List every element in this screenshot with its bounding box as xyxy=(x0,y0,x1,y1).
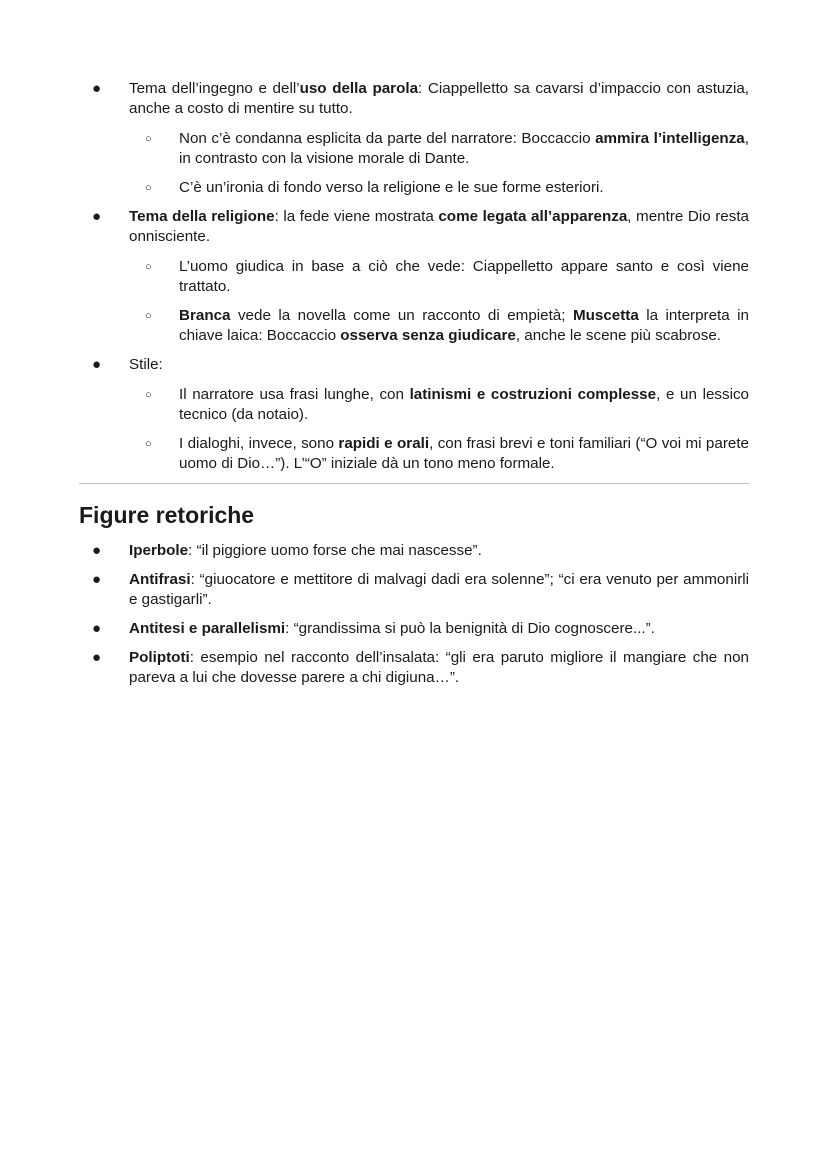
sub-list-item xyxy=(129,306,749,346)
sub-list-item xyxy=(129,257,749,297)
list-item-text: Iperbole: “il piggiore uomo forse che mai nascesse”. xyxy=(129,542,482,559)
theme-item-stile xyxy=(79,355,749,474)
list-item-text: Antifrasi: “giuocatore e mettitore di malvagi dadi era solenne”; “ci era venuto per ammonirli e gastigarli”. xyxy=(129,571,749,608)
hollow-bullet-icon: ○ xyxy=(145,438,152,450)
sub-list-item xyxy=(129,385,749,425)
bullet-icon: ● xyxy=(92,620,102,637)
section-heading: Figure retoriche xyxy=(79,502,255,528)
list-item-text: Il narratore usa frasi lunghe, con latinismi e costruzioni complesse, e un lessico tecnico (da notaio). xyxy=(179,386,749,423)
bullet-icon: ● xyxy=(92,208,102,225)
list-item-text: Antitesi e parallelismi: “grandissima si può la benignità di Dio cognoscere...”. xyxy=(129,620,655,637)
figure-item-antifrasi xyxy=(79,570,749,610)
list-item-text: Stile: xyxy=(129,356,163,373)
hollow-bullet-icon: ○ xyxy=(145,389,152,401)
sub-list xyxy=(129,129,749,198)
bullet-icon: ● xyxy=(92,80,102,97)
list-item-text: Poliptoti: esempio nel racconto dell’insalata: “gli era paruto migliore il mangiare che non pareva a lui che dovesse parere a chi digiuna…”. xyxy=(129,649,749,686)
list-item-text: Non c’è condanna esplicita da parte del narratore: Boccaccio ammira l’intelligenza, in contrasto con la visione morale di Dante. xyxy=(179,130,749,167)
bullet-icon: ● xyxy=(92,542,102,559)
bullet-icon: ● xyxy=(92,649,102,666)
sub-list xyxy=(129,257,749,346)
list-item-text: Tema dell’ingegno e dell’uso della parola: Ciappelletto sa cavarsi d’impaccio con astuzia, anche a costo di mentire su tutto. xyxy=(129,80,750,117)
figure-item-antitesi xyxy=(79,619,749,639)
hollow-bullet-icon: ○ xyxy=(145,133,152,145)
list-item-text: Tema della religione: la fede viene mostrata come legata all’apparenza, mentre Dio resta onnisciente. xyxy=(129,208,749,245)
list-item-text: I dialoghi, invece, sono rapidi e orali, con frasi brevi e toni familiari (“O voi mi parete uomo di Dio…”). L’“O” iniziale dà un tono meno formale. xyxy=(179,435,749,472)
figures-list xyxy=(79,541,749,688)
figure-item-iperbole xyxy=(79,541,749,561)
hollow-bullet-icon: ○ xyxy=(145,261,152,273)
bullet-icon: ● xyxy=(92,356,102,373)
list-item-text: C’è un’ironia di fondo verso la religione e le sue forme esteriori. xyxy=(179,179,604,196)
list-item-text: L’uomo giudica in base a ciò che vede: Ciappelletto appare santo e così viene trattato. xyxy=(179,258,749,295)
sub-list-item xyxy=(129,129,749,169)
hollow-bullet-icon: ○ xyxy=(145,182,152,194)
sub-list-item xyxy=(129,178,749,198)
theme-item-religione xyxy=(79,207,749,346)
bullet-icon: ● xyxy=(92,571,102,588)
sub-list-item xyxy=(129,434,749,474)
list-item-text: Branca vede la novella come un racconto di empietà; Muscetta la interpreta in chiave laica: Boccaccio osserva senza giudicare, anche le scene più scabrose. xyxy=(179,307,750,344)
themes-list xyxy=(79,79,749,474)
theme-item-ingegno xyxy=(79,79,749,198)
figure-item-poliptoti xyxy=(79,648,749,688)
sub-list xyxy=(129,385,749,474)
page-content xyxy=(79,79,749,697)
section-divider xyxy=(79,483,749,484)
hollow-bullet-icon: ○ xyxy=(145,310,152,322)
